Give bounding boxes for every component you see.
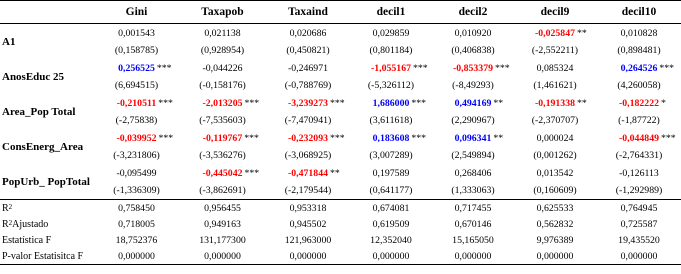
- statistic-value: 0,625533: [513, 200, 597, 217]
- statistic-value: 9,976389: [536, 234, 574, 246]
- coefficient-value: 0,029859: [372, 27, 410, 39]
- statistic-value: 0,619509: [372, 218, 410, 230]
- header-cell: decil1: [349, 1, 433, 24]
- t-stat-cell: (0,928954): [200, 45, 245, 56]
- coefficient-row: [0, 24, 681, 43]
- coefficient-wrap: [537, 63, 574, 74]
- coefficient-value: 0,096341: [454, 132, 492, 144]
- coefficient-cell: [349, 129, 433, 147]
- t-stat-cell: (0,641177): [369, 185, 413, 196]
- variable-label: Area_Pop Total: [2, 105, 76, 118]
- statistic-label-base: R: [2, 218, 9, 230]
- coefficient-value: -0,025847: [534, 27, 575, 39]
- coefficient-wrap: [534, 27, 587, 39]
- significance-stars: ***: [244, 132, 259, 144]
- t-stat-cell: (0,898481): [617, 45, 661, 56]
- t-stat-cell: (-5,326112): [367, 80, 415, 91]
- coefficient-cell: [433, 24, 513, 43]
- t-stat-cell: (0,001262): [533, 150, 577, 161]
- coefficient-value: 0,000024: [536, 132, 574, 144]
- statistic-value: 0,718005: [118, 218, 155, 230]
- t-stat-cell: (-2,75838): [115, 115, 158, 126]
- coefficient-cell: [597, 164, 681, 182]
- statistic-row: [0, 216, 681, 232]
- statistic-value: 0,000000: [349, 248, 433, 265]
- coefficient-cell: [349, 94, 433, 112]
- t-stat-cell: (-0,788769): [284, 80, 332, 91]
- coefficient-value: -0,044849: [618, 132, 659, 144]
- statistic-row: [0, 200, 681, 217]
- coefficient-wrap: [118, 62, 172, 74]
- statistic-label-base: Estatística F: [2, 234, 52, 246]
- statistic-value: 0,000000: [433, 248, 513, 265]
- t-stat-row: [0, 112, 681, 129]
- header-cell: [0, 1, 95, 24]
- coefficient-cell: [95, 94, 178, 112]
- statistic-label-sup: 2: [8, 218, 13, 227]
- coefficient-cell: [178, 24, 267, 43]
- statistic-label: [0, 200, 95, 217]
- coefficient-row: [0, 164, 681, 182]
- statistic-value: 0,953318: [267, 200, 349, 217]
- t-stat-cell: (-2,552211): [531, 45, 579, 56]
- coefficient-value: -1,055167: [370, 62, 411, 74]
- header-cell: Taxaind: [267, 1, 349, 24]
- coefficient-wrap: [202, 132, 259, 144]
- coefficient-wrap: [619, 168, 659, 179]
- coefficient-wrap: [618, 132, 676, 144]
- statistic-value: 0,758450: [95, 200, 178, 217]
- variable-label: A1: [2, 35, 16, 48]
- significance-stars: **: [577, 97, 587, 109]
- significance-stars: **: [577, 27, 587, 39]
- t-stat-cell: (0,801184): [369, 45, 413, 56]
- statistic-value: 0,949163: [204, 218, 241, 230]
- statistic-label-rest: Ajustado: [12, 218, 49, 230]
- table-body: [0, 24, 681, 265]
- statistic-row: [0, 248, 681, 265]
- coefficient-wrap: [455, 28, 492, 39]
- t-stat-row: [0, 42, 681, 59]
- t-stat-cell: (2,290967): [451, 115, 495, 126]
- coefficient-cell: [513, 24, 597, 43]
- coefficient-wrap: [537, 133, 574, 144]
- coefficient-cell: [267, 24, 349, 43]
- coefficient-cell: [513, 59, 597, 77]
- coefficient-cell: [513, 129, 597, 147]
- header-cell: decil2: [433, 1, 513, 24]
- coefficient-value: 0,264526: [620, 62, 658, 74]
- statistic-value: 0,000000: [513, 248, 597, 265]
- statistic-value: 0,717455: [433, 200, 513, 217]
- statistic-value: 0,000000: [178, 248, 267, 265]
- statistic-value: 0,945502: [289, 218, 327, 230]
- statistic-label-base: P-valor Estatisitca F: [2, 250, 84, 262]
- t-stat-cell: (1,461621): [533, 80, 577, 91]
- significance-stars: ***: [411, 97, 427, 109]
- statistic-label-base: R: [2, 202, 9, 214]
- t-stat-cell: (1,333063): [451, 185, 495, 196]
- coefficient-cell: [178, 129, 267, 147]
- t-stat-cell: (3,007289): [369, 150, 413, 161]
- significance-stars: **: [493, 132, 504, 144]
- significance-stars: ***: [411, 132, 427, 144]
- coefficient-value: -0,044226: [202, 62, 243, 74]
- t-stat-cell: (0,158785): [114, 45, 159, 56]
- coefficient-value: 0,021138: [204, 27, 241, 39]
- coefficient-cell: [178, 94, 267, 112]
- coefficient-wrap: [202, 63, 242, 74]
- coefficient-value: -0,182222: [618, 97, 659, 109]
- statistic-label-sup: 2: [8, 202, 13, 211]
- coefficient-wrap: [620, 62, 675, 74]
- t-stat-cell: (-2,370707): [531, 115, 579, 126]
- coefficient-cell: [267, 59, 349, 77]
- t-stat-cell: (-3,068925): [284, 150, 332, 161]
- coefficient-cell: [178, 59, 267, 77]
- coefficient-wrap: [287, 167, 340, 179]
- coefficient-wrap: [537, 168, 574, 179]
- coefficient-wrap: [534, 97, 587, 109]
- t-stat-cell: (-3,231806): [113, 150, 160, 161]
- header-row: [0, 1, 681, 24]
- statistic-value: 0,725587: [620, 218, 658, 230]
- coefficient-value: -0,246971: [287, 62, 328, 74]
- statistic-value: 0,000000: [597, 248, 681, 265]
- coefficient-value: -0,232093: [287, 132, 328, 144]
- t-stat-cell: (-2,764331): [615, 150, 663, 161]
- significance-stars: ***: [330, 132, 345, 144]
- coefficient-cell: [95, 24, 178, 43]
- significance-stars: ***: [156, 62, 172, 74]
- statistic-label: [0, 216, 95, 232]
- coefficient-value: -0,039952: [116, 132, 157, 144]
- t-stat-cell: (0,160609): [533, 185, 577, 196]
- coefficient-wrap: [118, 28, 155, 39]
- coefficient-value: 1,686000: [372, 97, 410, 109]
- header-cell: decil9: [513, 1, 597, 24]
- statistic-value: 0,000000: [267, 248, 349, 265]
- coefficient-wrap: [455, 168, 492, 179]
- coefficient-cell: [433, 129, 513, 147]
- variable-label: ConsEnerg_Area: [2, 140, 84, 153]
- t-stat-cell: (-3,536276): [199, 150, 246, 161]
- coefficient-wrap: [202, 167, 260, 179]
- t-stat-cell: (3,611618): [369, 115, 413, 126]
- t-stat-cell: (-3,862691): [199, 185, 246, 196]
- coefficient-value: 0,494169: [454, 97, 492, 109]
- coefficient-row: [0, 59, 681, 77]
- coefficient-cell: [597, 94, 681, 112]
- coefficient-wrap: [287, 132, 345, 144]
- variable-label: AnosEduc 25: [2, 70, 65, 83]
- coefficient-cell: [178, 164, 267, 182]
- t-stat-cell: (-7,470941): [284, 115, 332, 126]
- coefficient-value: 0,020686: [289, 27, 327, 39]
- coefficient-cell: [597, 59, 681, 77]
- coefficient-wrap: [116, 97, 173, 109]
- coefficient-wrap: [621, 28, 658, 39]
- statistic-value: 0,674081: [349, 200, 433, 217]
- coefficient-cell: [267, 164, 349, 182]
- coefficient-cell: [267, 129, 349, 147]
- t-stat-row: [0, 182, 681, 200]
- header-cell: Taxapob: [178, 1, 267, 24]
- coefficient-cell: [597, 129, 681, 147]
- coefficient-value: -0,126113: [619, 167, 659, 179]
- statistic-value: 0,764945: [597, 200, 681, 217]
- coefficient-wrap: [370, 62, 428, 74]
- significance-stars: ***: [244, 97, 260, 109]
- coefficient-wrap: [204, 28, 240, 39]
- variable-label: PopUrb_ PopTotal: [2, 175, 90, 188]
- coefficient-cell: [433, 94, 513, 112]
- coefficient-value: -0,471844: [287, 167, 328, 179]
- significance-stars: *: [661, 97, 666, 109]
- significance-stars: ***: [244, 167, 260, 179]
- coefficient-value: -3,239273: [287, 97, 328, 109]
- significance-stars: ***: [158, 132, 174, 144]
- t-stat-cell: (-2,179544): [284, 185, 332, 196]
- t-stat-row: [0, 77, 681, 94]
- coefficient-row: [0, 129, 681, 147]
- coefficient-wrap: [452, 62, 510, 74]
- coefficient-cell: [349, 24, 433, 43]
- significance-stars: ***: [413, 62, 428, 74]
- coefficient-wrap: [287, 97, 345, 109]
- coefficient-value: 0,085324: [536, 62, 574, 74]
- header-cell: Gini: [95, 1, 178, 24]
- coefficient-cell: [349, 164, 433, 182]
- t-stat-cell: (6,694515): [114, 80, 159, 91]
- coefficient-cell: [95, 59, 178, 77]
- t-stat-cell: (0,450821): [286, 45, 330, 56]
- statistic-value: 0,670146: [454, 218, 492, 230]
- t-stat-row: [0, 147, 681, 164]
- coefficient-wrap: [116, 168, 156, 179]
- statistic-label: [0, 248, 95, 265]
- coefficient-value: -0,853379: [452, 62, 493, 74]
- coefficient-value: -0,119767: [202, 132, 243, 144]
- coefficient-wrap: [372, 132, 427, 144]
- coefficient-wrap: [116, 132, 174, 144]
- t-stat-cell: (-7,535603): [199, 115, 246, 126]
- statistic-label: [0, 232, 95, 248]
- coefficient-value: -0,210511: [116, 97, 157, 109]
- header-cell: decil10: [597, 1, 681, 24]
- significance-stars: ***: [330, 97, 345, 109]
- statistic-value: 15,165050: [452, 234, 494, 246]
- coefficient-value: 0,183608: [372, 132, 410, 144]
- coefficient-cell: [513, 94, 597, 112]
- coefficient-wrap: [290, 28, 327, 39]
- statistic-value: 12,352040: [370, 234, 412, 246]
- coefficient-value: -0,095499: [116, 167, 157, 179]
- coefficient-value: -2,013205: [202, 97, 243, 109]
- statistic-value: 0,000000: [95, 248, 178, 265]
- coefficient-value: 0,197589: [372, 167, 410, 179]
- t-stat-cell: (-8,49293): [452, 80, 494, 91]
- statistic-value: 0,956455: [178, 200, 267, 217]
- coefficient-wrap: [454, 97, 504, 109]
- coefficient-value: -0,191338: [534, 97, 575, 109]
- coefficient-wrap: [618, 97, 666, 109]
- statistic-value: 18,752376: [115, 234, 158, 246]
- coefficient-cell: [95, 164, 178, 182]
- coefficient-wrap: [202, 97, 260, 109]
- statistic-value: 19,435520: [618, 234, 660, 246]
- coefficient-wrap: [373, 28, 410, 39]
- coefficient-value: 0,013542: [536, 167, 574, 179]
- coefficient-cell: [267, 94, 349, 112]
- coefficient-wrap: [454, 132, 504, 144]
- t-stat-cell: (-0,158176): [199, 80, 246, 91]
- coefficient-value: 0,256525: [118, 62, 155, 74]
- statistic-value: 121,963000: [284, 234, 332, 246]
- t-stat-cell: (-1,336309): [113, 185, 160, 196]
- t-stat-cell: (4,260058): [617, 80, 661, 91]
- significance-stars: **: [493, 97, 504, 109]
- statistic-value: 131,177300: [199, 234, 246, 246]
- coefficient-value: -0,445042: [202, 167, 243, 179]
- t-stat-cell: (-1,87722): [618, 115, 660, 126]
- significance-stars: ***: [659, 62, 675, 74]
- coefficient-row: [0, 94, 681, 112]
- coefficient-wrap: [373, 168, 410, 179]
- coefficient-wrap: [372, 97, 427, 109]
- significance-stars: **: [330, 167, 340, 179]
- coefficient-wrap: [288, 63, 328, 74]
- significance-stars: ***: [661, 132, 676, 144]
- coefficient-cell: [513, 164, 597, 182]
- coefficient-cell: [433, 59, 513, 77]
- t-stat-cell: (-1,292989): [615, 185, 663, 196]
- coefficient-value: 0,010920: [454, 27, 492, 39]
- coefficient-cell: [433, 164, 513, 182]
- statistic-value: 0,562832: [536, 218, 574, 230]
- significance-stars: ***: [495, 62, 510, 74]
- statistic-row: [0, 232, 681, 248]
- coefficient-value: 0,268406: [454, 167, 492, 179]
- t-stat-cell: (0,406838): [451, 45, 495, 56]
- coefficient-value: 0,001543: [118, 27, 155, 39]
- t-stat-cell: (2,549894): [451, 150, 495, 161]
- significance-stars: ***: [158, 97, 173, 109]
- coefficient-cell: [95, 129, 178, 147]
- coefficient-value: 0,010828: [620, 27, 658, 39]
- coefficient-cell: [349, 59, 433, 77]
- coefficient-cell: [597, 24, 681, 43]
